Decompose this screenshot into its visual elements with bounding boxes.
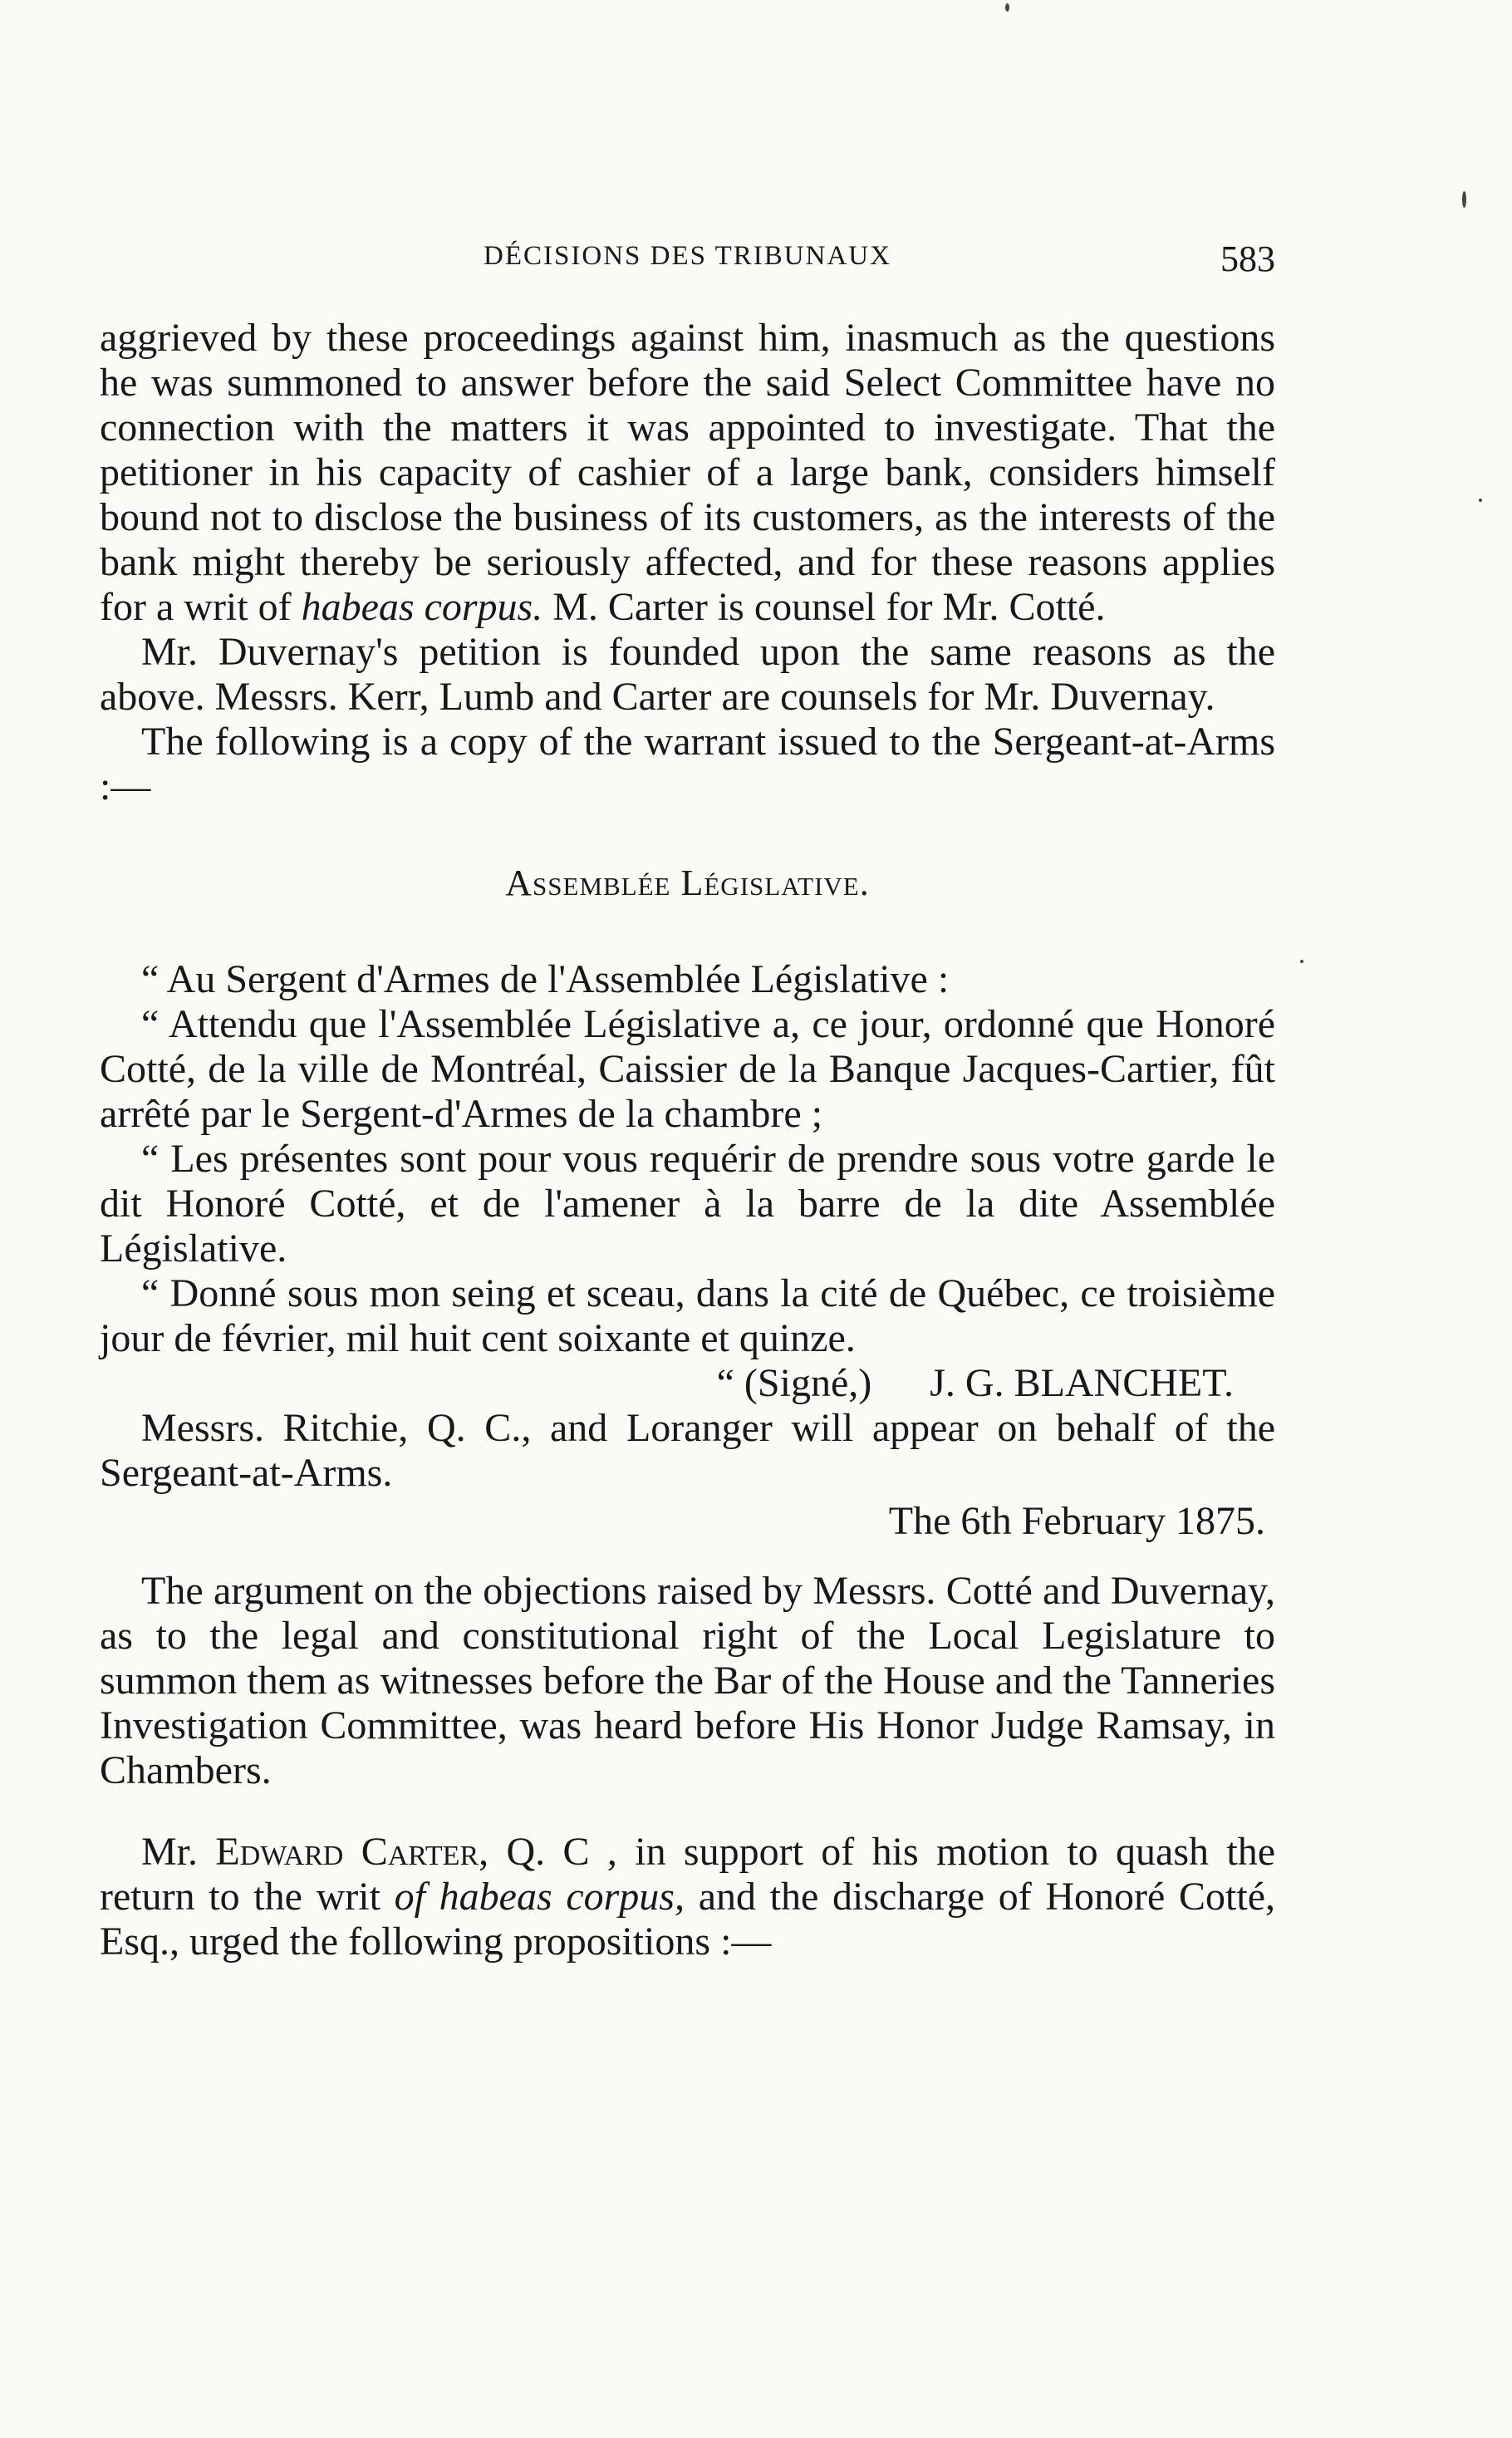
carter-motion: , Q. C , in support of his motion to quash the return to the writ: [100, 1830, 1276, 1919]
paragraph-petition: [100, 316, 1275, 630]
spacer: [100, 1544, 1275, 1569]
paragraph-warrant-intro: The following is a copy of the warrant issued to the Sergeant-at-Arms :—: [100, 720, 1275, 809]
quote-address: “ Au Sergent d'Armes de l'Assemblée Législative :: [141, 957, 950, 1001]
page-body: [100, 316, 1275, 1964]
paragraph-argument: The argument on the objections raised by Messrs. Cotté and Duvernay, as to the legal and constitutional right of the Local Legislature to summon them as witnesses before the Bar of the House and the Tanneries Investigation Committee, was heard before His Honor Judge Ramsay, in Chambers.: [100, 1569, 1275, 1792]
carter-name: Edward Carter: [215, 1830, 479, 1874]
paragraph-sergeant-counsel: Messrs. Ritchie, Q. C., and Loranger will appear on behalf of the Sergeant-at-Arms.: [100, 1406, 1275, 1495]
carter-propositions: and the discharge of Honoré Cotté, Esq., urged the following propositions :—: [100, 1875, 1276, 1964]
page-number: 583: [1220, 238, 1275, 279]
section-heading: Assemblée Législative.: [505, 863, 870, 903]
habeas-corpus-italic: habeas corpus.: [301, 585, 543, 629]
signature-line: [100, 1361, 1275, 1406]
paragraph-carter: [100, 1830, 1275, 1964]
scan-speck: [1479, 499, 1482, 502]
page-header: [100, 238, 1275, 291]
date-line: The 6th February 1875.: [888, 1499, 1265, 1543]
signed-label: “ (Signé,): [716, 1361, 872, 1405]
habeas-corpus-italic-2: of habeas corpus,: [394, 1875, 685, 1919]
quote-whereas: “ Attendu que l'Assemblée Législative a, ce jour, ordonné que Honoré Cotté, de la ville de Montréal, Caissier de la Banque Jacques-Cartier, fût arrêté par le Sergent-d'Armes de la chambre ;: [100, 1002, 1275, 1136]
carter-mr: Mr.: [141, 1830, 199, 1874]
paragraph-duvernay: Mr. Duvernay's petition is founded upon the same reasons as the above. Messrs. Kerr, Lumb and Carter are counsels for Mr. Duvernay.: [100, 630, 1275, 719]
petition-text: aggrieved by these proceedings against him, inasmuch as the questions he was summoned to answer before the said Select Committee have no connection with the matters it was appointed to investigate. That the petitioner in his capacity of cashier of a large bank, considers himself bound not to disclose the business of its customers, as the interests of the bank might thereby be seriously affected, and for these reasons applies for a writ of: [100, 316, 1275, 629]
signer-name: J. G. BLANCHET.: [930, 1361, 1234, 1405]
petition-counsel: M. Carter is counsel for Mr. Cotté.: [552, 585, 1106, 629]
quote-order: “ Les présentes sont pour vous requérir de prendre sous votre garde le dit Honoré Cotté, et de l'amener à la barre de la dite Assemblée Législative.: [100, 1137, 1275, 1271]
spacer: [100, 1793, 1275, 1830]
quote-given: “ Donné sous mon seing et sceau, dans la cité de Québec, ce troisième jour de février, mil huit cent soixante et quinze.: [100, 1271, 1275, 1360]
scan-speck: [1300, 960, 1303, 963]
running-title: DÉCISIONS DES TRIBUNAUX: [484, 241, 891, 271]
scan-speck: [1462, 191, 1466, 208]
scan-speck: [1005, 3, 1009, 12]
